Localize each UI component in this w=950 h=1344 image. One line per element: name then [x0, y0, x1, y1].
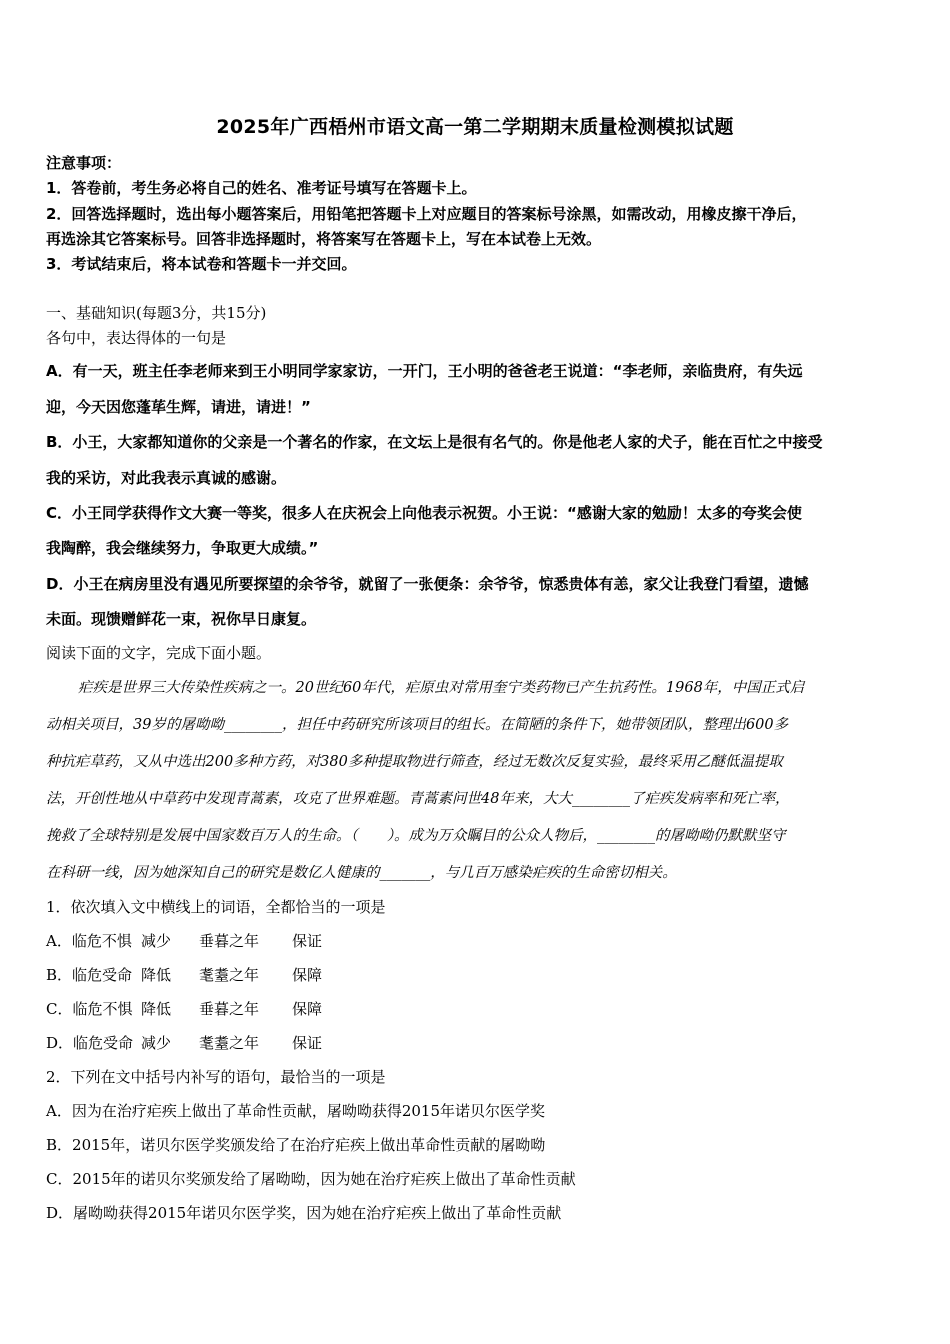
option-c-line-1: C．小王同学获得作文大赛一等奖，很多人在庆祝会上向他表示祝贺。小王说：“感谢大家的勉励！太多的夸奖会使 — [46, 504, 802, 522]
option-b-line-2: 我的采访，对此我表示真诚的感谢。 — [46, 469, 287, 487]
passage-line-6: 在科研一线，因为她深知自己的研究是数亿人健康的_______，与几百万感染疟疾的生命密切相关。 — [46, 865, 677, 881]
notice-item-3: 3．考试结束后，将本试卷和答题卡一并交回。 — [46, 255, 357, 273]
passage-line-2: 动相关项目，39岁的屠呦呦________，担任中药研究所该项目的组长。在简陋的条件下，她带领团队，整理出600多 — [46, 717, 789, 733]
q1-option-a-word-4: 保证 — [292, 932, 323, 950]
q1-option-c-word-1: C．临危不惧 — [46, 1000, 133, 1018]
q1-option-a — [46, 930, 322, 951]
option-b-line-1: B．小王，大家都知道你的父亲是一个著名的作家，在文坛上是很有名气的。你是他老人家的犬子，能在百忙之中接受 — [46, 433, 823, 451]
q1-option-d-word-3: 耄耋之年 — [199, 1034, 260, 1052]
q1-option-d-word-1: D．临危受命 — [46, 1034, 134, 1052]
q2-option-d: D．屠呦呦获得2015年诺贝尔医学奖，因为她在治疗疟疾上做出了革命性贡献 — [46, 1204, 562, 1222]
section-question: 各句中，表达得体的一句是 — [46, 329, 227, 347]
q1-option-c — [46, 998, 322, 1019]
q2-option-a: A．因为在治疗疟疾上做出了革命性贡献，屠呦呦获得2015年诺贝尔医学奖 — [46, 1102, 546, 1120]
passage-line-1: 疟疾是世界三大传染性疾病之一。20世纪60年代，疟原虫对常用奎宁类药物已产生抗药性。1968年，中国正式启 — [78, 680, 805, 696]
option-a-line-2: 迎，今天因您蓬荜生辉，请进，请进！” — [46, 398, 311, 416]
option-a-line-1: A．有一天，班主任李老师来到王小明同学家家访，一开门，王小明的爸爸老王说道：“李老师，亲临贵府，有失远 — [46, 362, 803, 380]
q1-stem: 1．依次填入文中横线上的词语，全都恰当的一项是 — [46, 898, 386, 916]
q1-option-a-word-3: 垂暮之年 — [199, 932, 260, 950]
notice-item-2-line-2: 再选涂其它答案标号。回答非选择题时，将答案写在答题卡上，写在本试卷上无效。 — [46, 230, 602, 248]
q2-option-b: B．2015年，诺贝尔医学奖颁发给了在治疗疟疾上做出革命性贡献的屠呦呦 — [46, 1136, 546, 1154]
q1-option-d — [46, 1032, 322, 1053]
notice-item-2-line-1: 2．回答选择题时，选出每小题答案后，用铅笔把答题卡上对应题目的答案标号涂黑，如需改动，用橡皮擦干净后， — [46, 205, 807, 223]
passage-line-4: 法，开创性地从中草药中发现青蒿素，攻克了世界难题。青蒿素问世48年来，大大________了疟疾发病率和死亡率， — [46, 791, 790, 807]
q1-option-c-word-4: 保障 — [292, 1000, 323, 1018]
q1-option-c-word-3: 垂暮之年 — [199, 1000, 260, 1018]
passage-line-5: 挽救了全球特别是发展中国家数百万人的生命。（ ）。成为万众瞩目的公众人物后，________的屠呦呦仍默默坚守 — [46, 828, 786, 844]
q2-stem: 2．下列在文中括号内补写的语句，最恰当的一项是 — [46, 1068, 386, 1086]
q1-option-b-word-3: 耄耋之年 — [199, 966, 260, 984]
notice-item-1: 1．答卷前，考生务必将自己的姓名、准考证号填写在答题卡上。 — [46, 179, 477, 197]
passage-line-3: 种抗疟草药，又从中选出200多种方药，对380多种提取物进行筛查，经过无数次反复实验，最终采用乙醚低温提取 — [46, 754, 783, 770]
q1-option-d-word-4: 保证 — [292, 1034, 323, 1052]
q1-option-b-word-1: B．临危受命 — [46, 966, 133, 984]
q1-option-b-word-4: 保障 — [292, 966, 323, 984]
q1-option-b-word-2: 降低 — [141, 966, 172, 984]
q1-option-d-word-2: 减少 — [141, 1034, 172, 1052]
q2-option-c: C．2015年的诺贝尔奖颁发给了屠呦呦，因为她在治疗疟疾上做出了革命性贡献 — [46, 1170, 576, 1188]
option-d-line-1: D．小王在病房里没有遇见所要探望的余爷爷，就留了一张便条：余爷爷，惊悉贵体有恙，家父让我登门看望，遗憾 — [46, 575, 809, 593]
q1-option-b — [46, 964, 322, 985]
q1-option-c-word-2: 降低 — [141, 1000, 172, 1018]
section-heading: 一、基础知识(每题3分，共15分) — [46, 304, 267, 322]
page-title: 2025年广西梧州市语文高一第二学期期末质量检测模拟试题 — [216, 116, 734, 138]
reading-instruction: 阅读下面的文字，完成下面小题。 — [46, 644, 272, 662]
q1-option-a-word-1: A．临危不惧 — [46, 932, 132, 950]
q1-option-a-word-2: 减少 — [141, 932, 172, 950]
option-d-line-2: 未面。现馈赠鲜花一束，祝你早日康复。 — [46, 610, 317, 628]
option-c-line-2: 我陶醉，我会继续努力，争取更大成绩。” — [46, 539, 319, 557]
notice-heading: 注意事项： — [46, 154, 122, 172]
